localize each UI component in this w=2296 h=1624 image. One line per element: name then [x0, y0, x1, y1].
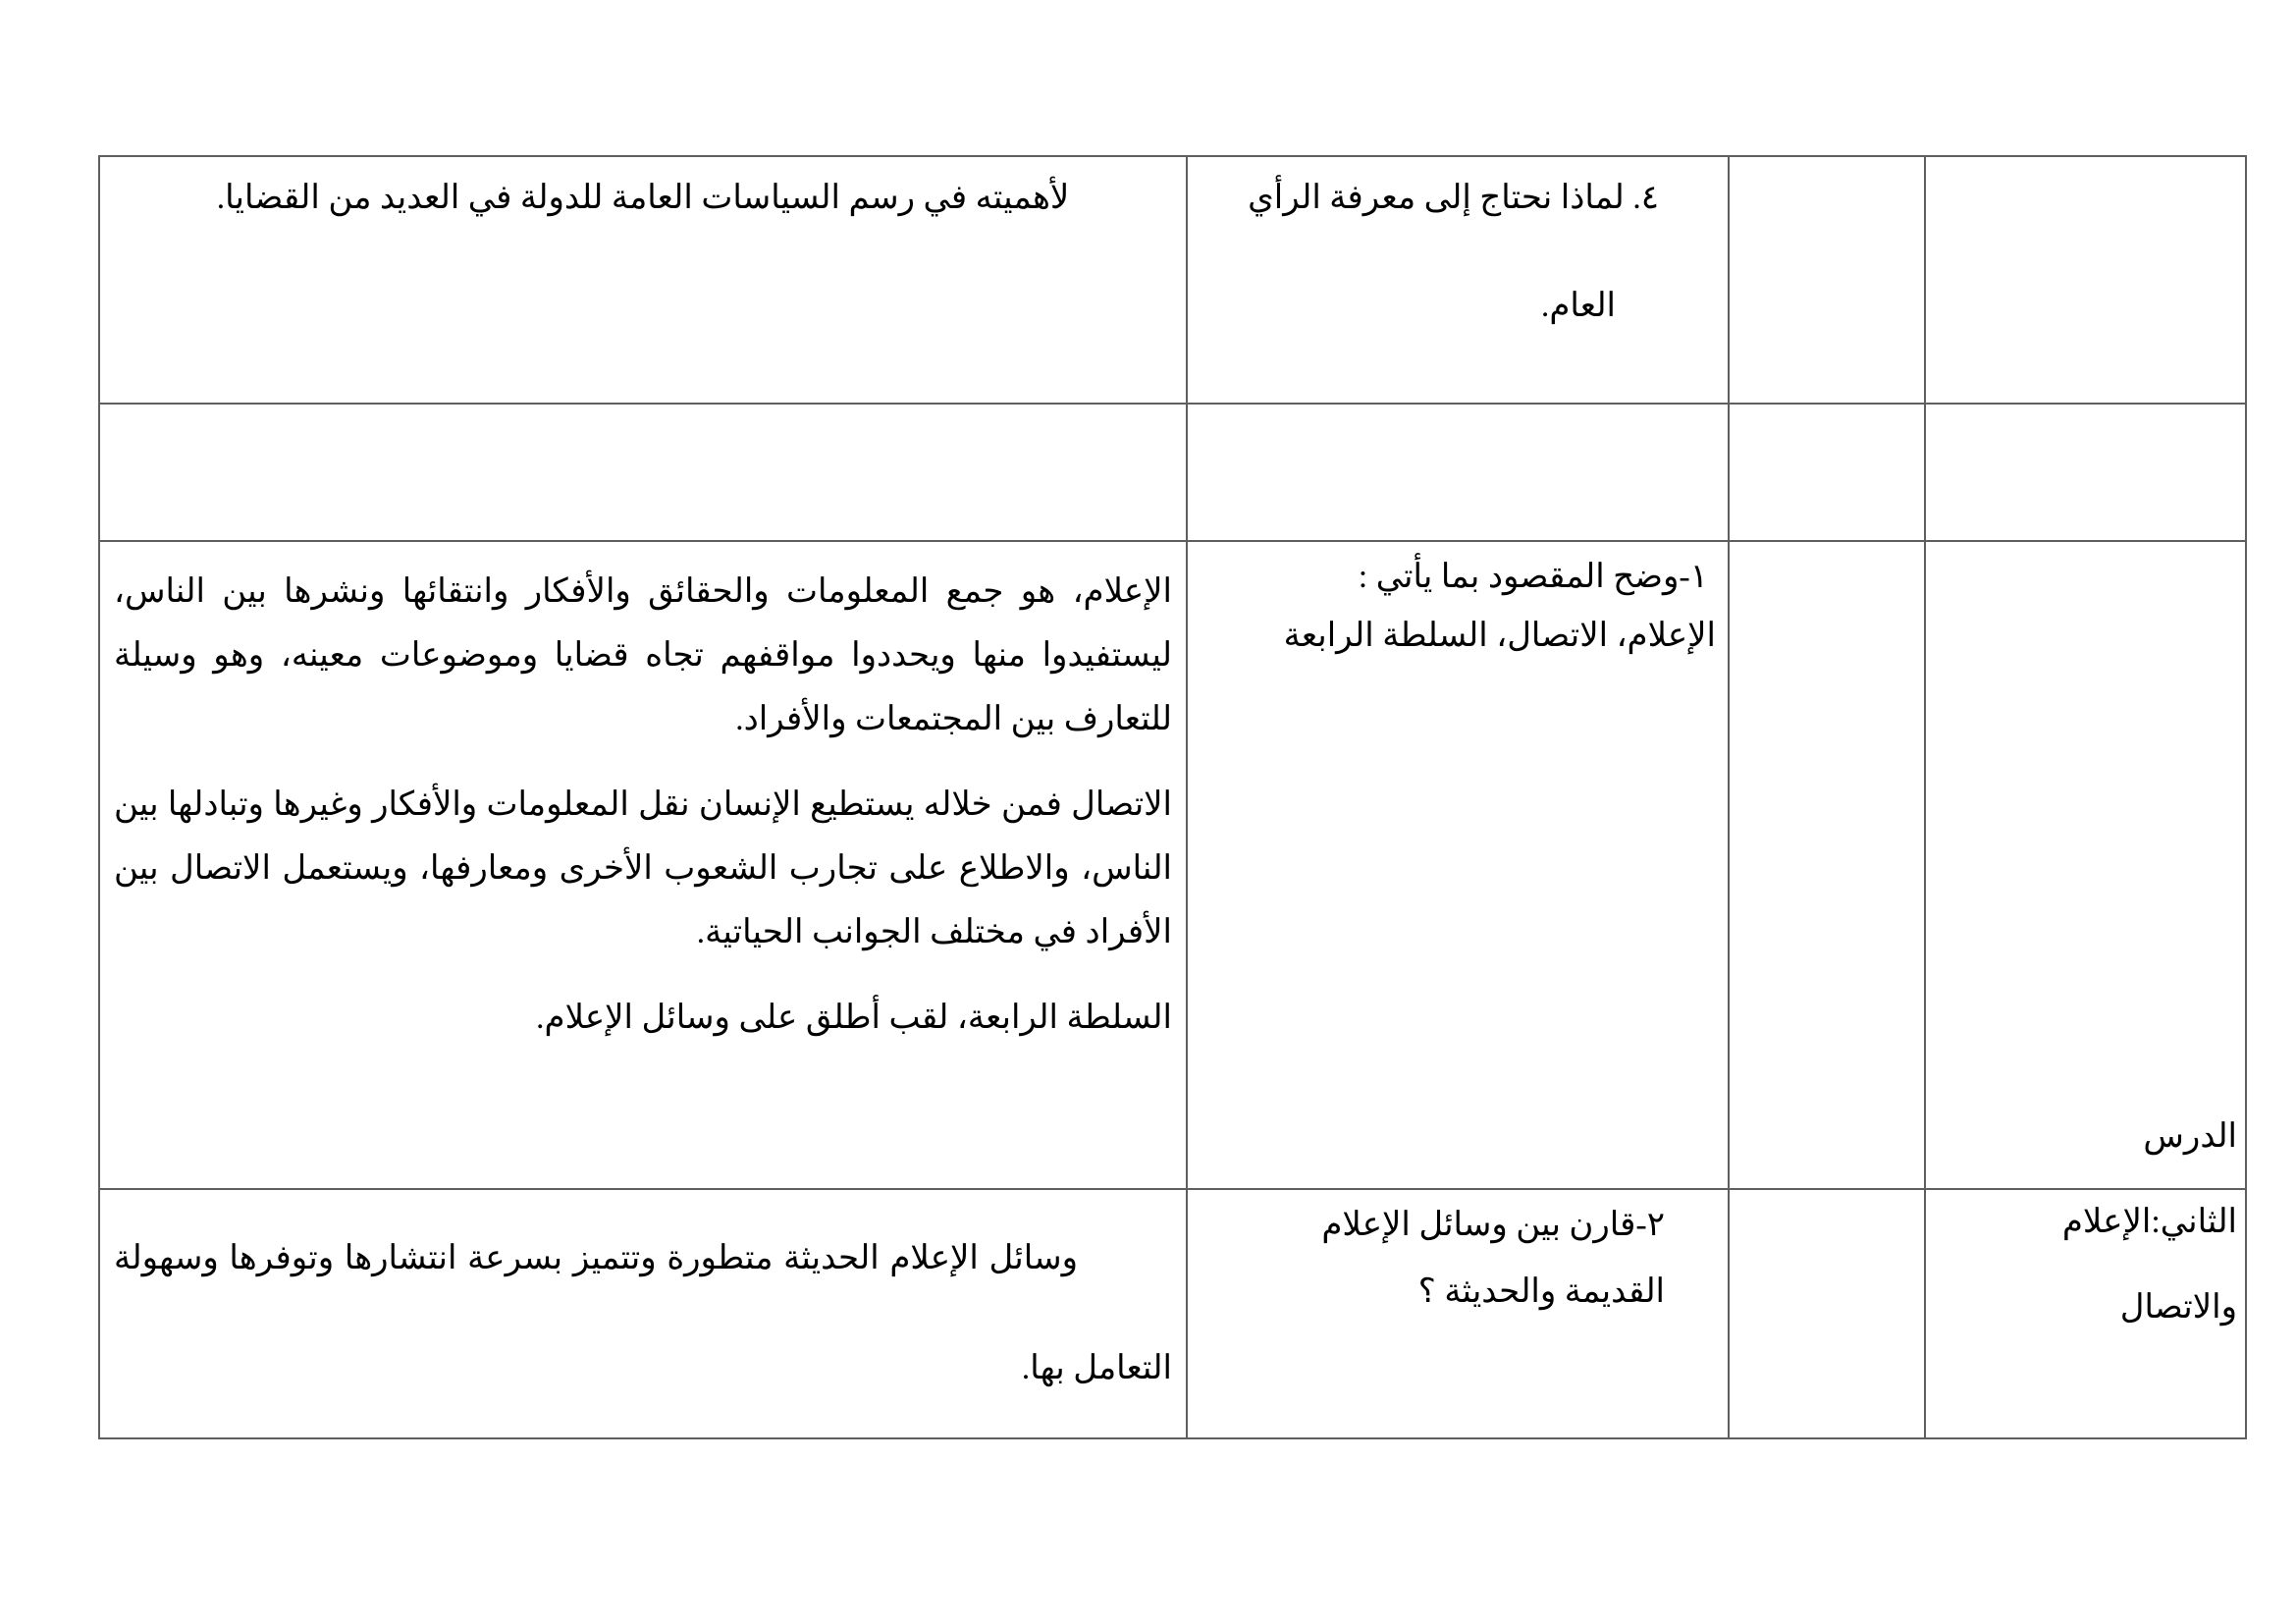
lesson-title-line: والاتصال	[2119, 1289, 2237, 1326]
answer-block	[114, 560, 1172, 1050]
question-text: ٤. لماذا نحتاج إلى معرفة الرأي	[1248, 180, 1659, 216]
answer-text	[114, 1204, 1172, 1424]
answer-cell	[99, 404, 1187, 541]
answer-paragraph: الاتصال فمن خلاله يستطيع الإنسان نقل المعلومات والأفكار وغيرها وتبادلها بين الناس، والاطلاع على تجارب الشعوب الأخرى ومعارفها، ويستعمل الاتصال بين الأفراد في مختلف الجوانب الحياتية.	[114, 786, 1172, 950]
table-row	[99, 1189, 2246, 1438]
question-text: الإعلام، الاتصال، السلطة الرابعة	[1283, 618, 1716, 654]
question-cell	[1187, 541, 1729, 1189]
lesson-table	[98, 155, 2247, 1439]
lesson-title-line: الثاني:الإعلام	[2061, 1204, 2237, 1240]
lesson-cell	[1925, 1189, 2246, 1438]
answer-cell	[99, 156, 1187, 404]
question-text: القديمة والحديثة ؟	[1417, 1273, 1665, 1310]
question-cell	[1187, 1189, 1729, 1438]
question-cell	[1187, 404, 1729, 541]
answer-paragraph: الإعلام، هو جمع المعلومات والحقائق والأفكار وانتقائها ونشرها بين الناس، ليستفيدوا منها ويحددوا مواقفهم تجاه قضايا وموضوعات معينه، وهو وسيلة للتعارف بين المجتمعات والأفراد.	[114, 573, 1172, 737]
blank-cell	[1729, 156, 1925, 404]
lesson-cell	[1925, 156, 2246, 404]
answer-paragraph: السلطة الرابعة، لقب أطلق على وسائل الإعلام.	[536, 1000, 1172, 1036]
answer-cell	[99, 541, 1187, 1189]
answer-text: لأهميته في رسم السياسات العامة للدولة في العديد من القضايا.	[216, 180, 1070, 216]
question-text: ٢-قارن بين وسائل الإعلام	[1321, 1207, 1665, 1243]
blank-cell	[1729, 404, 1925, 541]
lesson-cell	[1925, 404, 2246, 541]
table-row	[99, 541, 2246, 1189]
question-cell	[1187, 156, 1729, 404]
question-text: ١-وضح المقصود بما يأتي :	[1358, 559, 1708, 595]
lesson-cell	[1925, 541, 2246, 1326]
blank-cell	[1729, 1189, 1925, 1438]
blank-cell	[1729, 541, 1925, 1189]
table-row	[99, 404, 2246, 541]
table-row	[99, 156, 2246, 404]
answer-cell	[99, 1189, 1187, 1438]
lesson-title-line: الدرس	[2143, 1118, 2237, 1155]
question-text: العام.	[1540, 288, 1616, 324]
answer-text-content: وسائل الإعلام الحديثة متطورة وتتميز بسرعة انتشارها وتوفرها وسهولة التعامل بها.	[114, 1240, 1172, 1386]
